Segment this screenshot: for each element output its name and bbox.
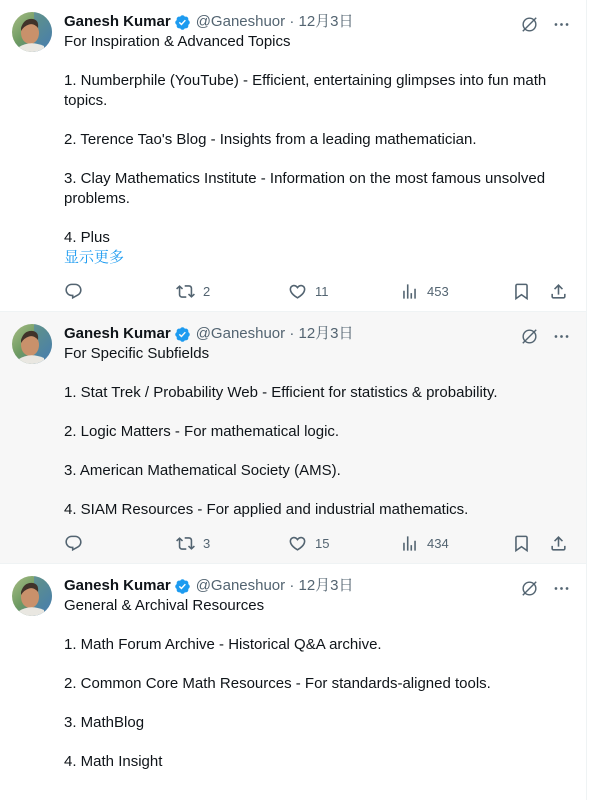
tweet-text-item: 1. Math Forum Archive - Historical Q&A archive. [64, 636, 382, 653]
reply-button[interactable] [64, 534, 176, 553]
more-icon [552, 15, 571, 34]
repost-icon [176, 534, 195, 553]
reply-icon [64, 282, 83, 301]
grok-actions-button[interactable] [520, 327, 539, 346]
avatar[interactable] [12, 12, 52, 52]
tweet-text-item: 2. Terence Tao's Blog - Insights from a leading mathematician. [64, 131, 477, 148]
verified-badge-icon [174, 326, 191, 343]
grok-icon [520, 579, 539, 598]
avatar-image [12, 576, 52, 616]
bookmark-icon [512, 282, 531, 301]
tweet-text-item: 4. Math Insight [64, 753, 163, 770]
tweet-controls [520, 579, 571, 598]
tweet-text-lead: For Inspiration & Advanced Topics [64, 33, 291, 50]
share-icon [549, 282, 568, 301]
tweet-2[interactable] [0, 312, 586, 564]
tweet-header [64, 576, 570, 596]
tweet-controls [520, 327, 571, 346]
like-icon [288, 534, 307, 553]
verified-badge-icon [174, 578, 191, 595]
repost-button[interactable] [176, 534, 288, 553]
tweet-text-lead: General & Archival Resources [64, 597, 265, 614]
more-icon [552, 579, 571, 598]
bookmark-icon [512, 534, 531, 553]
views-button[interactable] [400, 282, 512, 301]
author-name[interactable]: Ganesh Kumar [64, 13, 171, 30]
repost-button[interactable] [176, 282, 288, 301]
tweet-header [64, 324, 570, 344]
grok-actions-button[interactable] [520, 15, 539, 34]
action-bar-right [512, 282, 568, 301]
bookmark-button[interactable] [512, 534, 531, 553]
author-name[interactable]: Ganesh Kumar [64, 325, 171, 342]
reply-icon [64, 534, 83, 553]
action-bar [64, 530, 570, 556]
views-icon [400, 282, 419, 301]
avatar-image [12, 12, 52, 52]
like-button[interactable] [288, 282, 400, 301]
views-icon [400, 534, 419, 553]
tweet-controls [520, 15, 571, 34]
tweet-text-item: 4. Plus [64, 229, 110, 246]
tweet-text-item: 2. Logic Matters - For mathematical logic. [64, 423, 340, 440]
grok-icon [520, 15, 539, 34]
views-count: 434 [427, 535, 449, 551]
grok-icon [520, 327, 539, 346]
tweet-text-item: 3. American Mathematical Society (AMS). [64, 462, 341, 479]
tweet-text-item: 1. Numberphile (YouTube) - Efficient, entertaining glimpses into fun math topics. [64, 72, 547, 109]
repost-icon [176, 282, 195, 301]
more-button[interactable] [552, 327, 571, 346]
action-bar-right [512, 534, 568, 553]
verified-badge-icon [174, 14, 191, 31]
tweet-text-item: 3. MathBlog [64, 714, 145, 731]
views-count: 453 [427, 283, 449, 299]
repost-count: 2 [203, 283, 211, 299]
avatar[interactable] [12, 576, 52, 616]
grok-actions-button[interactable] [520, 579, 539, 598]
avatar-image [12, 324, 52, 364]
more-button[interactable] [552, 579, 571, 598]
more-icon [552, 327, 571, 346]
tweet-text-item: 4. SIAM Resources - For applied and industrial mathematics. [64, 501, 469, 518]
tweet-text-item: 3. Clay Mathematics Institute - Information on the most famous unsolved problems. [64, 170, 546, 207]
views-button[interactable] [400, 534, 512, 553]
like-count: 11 [315, 283, 329, 299]
show-more-link[interactable]: 显示更多 [64, 249, 125, 266]
like-button[interactable] [288, 534, 400, 553]
avatar[interactable] [12, 324, 52, 364]
tweet-header [64, 12, 570, 32]
share-icon [549, 534, 568, 553]
more-button[interactable] [552, 15, 571, 34]
like-icon [288, 282, 307, 301]
action-bar [64, 278, 570, 304]
reply-button[interactable] [64, 282, 176, 301]
repost-count: 3 [203, 535, 211, 551]
tweet-1[interactable] [0, 0, 586, 312]
handle-and-date[interactable]: @Ganeshuor · 12月3日 [195, 325, 354, 342]
share-button[interactable] [549, 282, 568, 301]
bookmark-button[interactable] [512, 282, 531, 301]
author-name[interactable]: Ganesh Kumar [64, 577, 171, 594]
handle-and-date[interactable]: @Ganeshuor · 12月3日 [195, 577, 354, 594]
handle-and-date[interactable]: @Ganeshuor · 12月3日 [195, 13, 354, 30]
tweet-text-item: 2. Common Core Math Resources - For standards-aligned tools. [64, 675, 491, 692]
tweet-text-item: 1. Stat Trek / Probability Web - Efficient for statistics & probability. [64, 384, 498, 401]
tweet-text-lead: For Specific Subfields [64, 345, 210, 362]
tweet-3[interactable] [0, 564, 586, 772]
like-count: 15 [315, 535, 330, 551]
share-button[interactable] [549, 534, 568, 553]
